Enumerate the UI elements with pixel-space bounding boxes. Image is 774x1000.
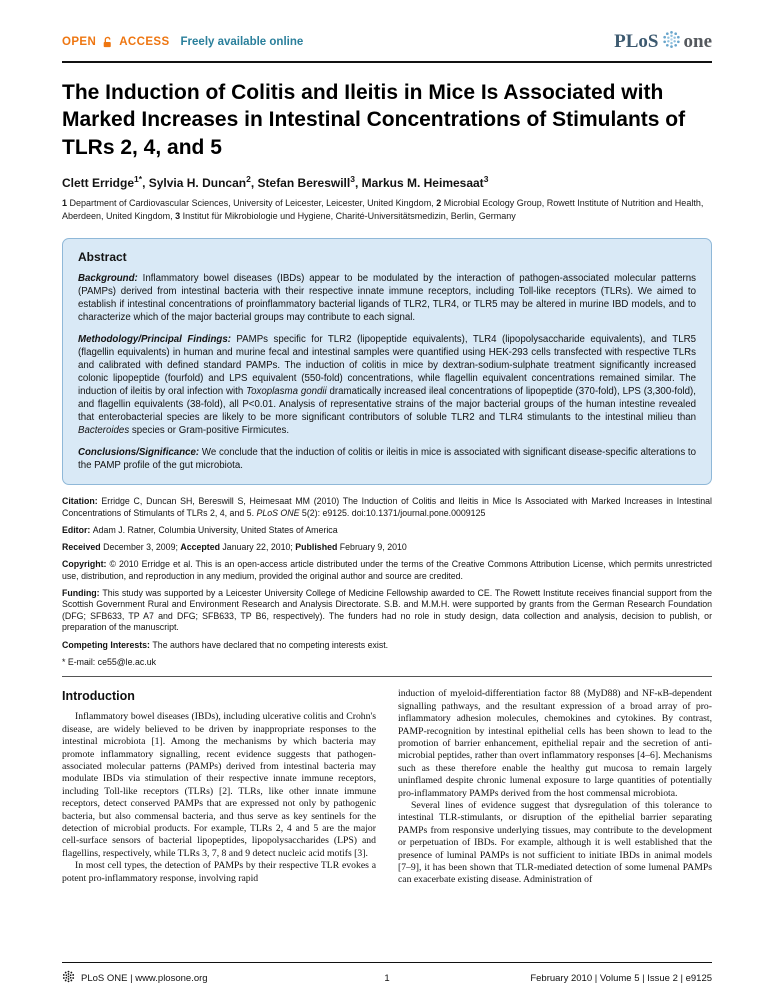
author-name: Markus M. Heimesaat <box>361 175 484 190</box>
text-segment: Citation: <box>62 495 102 506</box>
metadata-entry <box>62 542 712 554</box>
author-affiliation-sup: 1* <box>134 173 143 184</box>
dotted-globe-icon <box>62 970 75 986</box>
text-segment: species or Gram-positive Firmicutes. <box>129 424 290 436</box>
introduction-heading: Introduction <box>62 689 135 704</box>
author-affiliation-sup: 3 <box>350 173 355 184</box>
text-segment: PAMPs specific for TLR2 (lipopeptide equivalents), TLR4 (lipopolysaccharide equivalents), and TLR5 (flagellin equivalents) in human and murine fecal and intestinal samples were quantified using HEK-293 cells transfected with respective TLRs and calibrated with defined standard PAMPs. The induction of colitis in mice by dextran-sodium-sulphate treatment significantly increased colonic lipopeptide (fourfold) and LPS equivalent (550-fold) concentrations, while flagellin equivalent concentrations remained similar. The induction of ileitis by oral infection with <box>78 333 696 397</box>
open-access-banner <box>62 36 303 49</box>
text-segment: January 22, 2010; <box>219 541 296 552</box>
author-name: Clett Erridge <box>62 175 135 190</box>
right-column-paragraphs <box>398 688 712 887</box>
author-name: Sylvia H. Duncan <box>148 175 247 190</box>
text-segment: Adam J. Ratner, Columbia University, United States of America <box>92 524 338 535</box>
affiliations <box>62 197 712 224</box>
left-column-paragraphs <box>62 711 376 885</box>
article-metadata <box>62 496 712 668</box>
text-segment: Toxoplasma gondii <box>246 385 327 397</box>
body-paragraph: Inflammatory bowel diseases (IBDs), including ulcerative colitis and Crohn's disease, are widely believed to be driven by inappropriate responses to the intestinal microbiota [1]. Among the mechanisms by which bacteria may promote inflammatory signalling, recent evidence suggests that pathogen-associated molecular patterns (PAMPs) derived from intestinal bacteria may modulate IBDs via stimulation of their respective innate immune receptors, including Toll-like receptors (TLRs) [2]. TLRs, like other innate immune receptors, detect conserved PAMPs that are expressed not only by pathogenic bacteria, but also commensal bacteria, and thus serve as key sentinels for the detection of microbial products. For example, TLRs 2, 4 and 5 are the major cell-surface sensors of bacterial lipopeptides, lipopolysaccharides (LPS) and flagellins, respectively, while TLRs 3, 7, 8 and 9 detect nucleic acid motifs [3]. <box>62 711 376 859</box>
text-segment: We conclude that the induction of colitis or ileitis in mice is associated with significant disease-specific alterations to the PAMP profile of the gut microbiota. <box>78 446 696 471</box>
author-name: Stefan Bereswill <box>257 175 351 190</box>
author-list <box>62 174 712 190</box>
metadata-entry <box>62 657 712 669</box>
right-column <box>398 688 712 887</box>
paragraph-lead: Conclusions/Significance: <box>78 446 202 458</box>
page-number: 1 <box>384 972 390 984</box>
text-segment: Accepted <box>180 541 220 552</box>
text-segment: Competing Interests: <box>62 639 153 650</box>
affiliation-number: 3 <box>175 211 183 222</box>
header-divider <box>62 61 712 63</box>
article-title: The Induction of Colitis and Ileitis in Mice Is Associated with Marked Increases in Intestinal Concentrations of Stimulants of TLRs 2, 4, and 5 <box>62 81 686 159</box>
one-wordmark: one <box>683 31 712 52</box>
affiliation-text: Microbial Ecology Group, Rowett Institute of Nutrition and Health, Aberdeen, United Kingdom, <box>62 197 704 222</box>
text-segment: Bacteroides <box>78 424 130 436</box>
metadata-entry <box>62 559 712 582</box>
metadata-entry <box>62 525 712 537</box>
footer-journal-text: PLoS ONE | www.plosone.org <box>81 972 208 984</box>
metadata-entry <box>62 640 712 652</box>
footer-row <box>62 970 712 986</box>
abstract-paragraph <box>78 333 696 437</box>
affiliation-text: Institut für Mikrobiologie und Hygiene, Charité-Universitätsmedizin, Berlin, Germany <box>182 211 516 222</box>
plos-one-logo <box>614 30 712 54</box>
abstract-paragraph <box>78 446 696 472</box>
body-paragraph: induction of myeloid-differentiation factor 88 (MyD88) and NF-κB-dependent signalling pathways, and the resultant expression of a broad array of pro-inflammatory adhesion molecules, chemokines and cytokines. By contrast, PAMP-recognition by intestinal epithelial cells has been shown to lead to the promotion of barrier enhancement, epithelial repair and the secretion of anti-microbial peptides, rather than overt inflammatory responses [4–6]. Mechanisms such as these therefore enable the healthy gut mucosa to remain largely uninflamed despite chronic lumenal exposure to large quantities of potentially pro-inflammatory PAMPs derived from the host commensal microbiota. <box>398 688 712 799</box>
text-segment: The authors have declared that no competing interests exist. <box>152 639 389 650</box>
open-access-label-access: ACCESS <box>119 36 170 48</box>
abstract-paragraph <box>78 272 696 324</box>
body-paragraph: In most cell types, the detection of PAMPs by their respective TLR evokes a potent pro-inflammatory response, involving rapid <box>62 860 376 884</box>
author-separator: , <box>142 175 149 190</box>
author-affiliation-sup: 2 <box>246 173 251 184</box>
abstract-paragraphs <box>78 272 696 472</box>
author-affiliation-sup: 3 <box>483 173 489 184</box>
left-column <box>62 688 376 887</box>
text-segment: Published <box>295 541 338 552</box>
abstract-heading: Abstract <box>78 249 127 264</box>
text-segment: Inflammatory bowel diseases (IBDs) appear to be modulated by the interaction of pathogen-associated molecular patterns (PAMPs) derived from intestinal bacteria with their respective innate immune receptors, including Toll-like receptors (TLRs). We aimed to establish if intestinal concentrations of proinflammatory bacterial ligands of TLR2, TLR4, or TLR5 may be altered in murine IBD models, and to characterize which of the major bacterial groups may contribute to each signal. <box>78 272 696 323</box>
text-segment: Funding: <box>62 587 103 598</box>
affiliation-number: 1 <box>62 197 70 208</box>
plos-wordmark: PLoS <box>614 31 659 52</box>
text-segment: © 2010 Erridge et al. This is an open-access article distributed under the terms of the Creative Commons Attribution License, which permits unrestricted use, distribution, and reproduction in any medium, provided the original author and source are credited. <box>62 558 712 581</box>
page-footer <box>62 957 712 986</box>
text-segment: December 3, 2009; <box>100 541 181 552</box>
metadata-entry <box>62 588 712 634</box>
section-divider <box>62 676 712 677</box>
text-segment: Received <box>62 541 101 552</box>
metadata-entry <box>62 496 712 519</box>
paragraph-lead: Methodology/Principal Findings: <box>78 333 237 345</box>
open-access-label-open: OPEN <box>62 36 97 48</box>
affiliation-number: 2 <box>436 197 444 208</box>
author-separator: , <box>250 175 258 190</box>
dotted-globe-icon <box>662 30 681 54</box>
text-segment: Erridge C, Duncan SH, Bereswill S, Heimesaat MM (2010) The Induction of Colitis and Ileitis in Mice Is Associated with Marked Increases in Intestinal Concentrations of Stimulants of TLRs 2, 4, and 5. <box>62 495 712 518</box>
text-segment: PLoS ONE <box>256 507 300 518</box>
footer-journal <box>62 970 384 986</box>
footer-divider <box>62 962 712 963</box>
text-segment: Editor: <box>62 524 93 535</box>
article-body <box>62 688 712 887</box>
freely-available-tagline: Freely available online <box>180 36 304 48</box>
text-segment: * E-mail: ce55@le.ac.uk <box>62 656 157 667</box>
footer-issue-info: February 2010 | Volume 5 | Issue 2 | e9125 <box>530 972 713 984</box>
author-separator: , <box>354 175 362 190</box>
text-segment: 5(2): e9125. doi:10.1371/journal.pone.0009125 <box>299 507 486 518</box>
text-segment: Copyright: <box>62 558 110 569</box>
text-segment: dramatically increased ileal concentrations of lipopeptide (370-fold), LPS (3,300-fold), and flagellin equivalents (38-fold), all P<0.01. Analysis of representative strains of the major bacterial groups of the human intestine revealed that enterobacterial species are likely to be more significant contributors of soluble TLR2 and TLR4 stimulants to the intestinal milieu than <box>78 385 696 423</box>
page-header <box>62 30 712 54</box>
body-paragraph: Several lines of evidence suggest that dysregulation of this tolerance to intestinal TLR-stimulants, or disruption of the epithelial barrier separating PAMPs from responsive underlying tissues, may contribute to the development or perpetuation of IBDs. For example, although it is well established that the presence of luminal PAMPs is not sufficient to initiate IBDs in animal models [7–9], it has been shown that TLR-mediated detection of some lumenal PAMPs can exacerbate existing disease. Administration of <box>398 799 712 886</box>
open-padlock-icon <box>101 36 114 49</box>
abstract-box <box>62 238 712 485</box>
text-segment: February 9, 2010 <box>337 541 407 552</box>
paragraph-lead: Background: <box>78 272 143 284</box>
text-segment: This study was supported by a Leicester University College of Medicine Fellowship awarded to CE. The Rowett Institute receives financial support from the Scottish Government Rural and Environment Research and Analysis Directorate. S.B. and M.M.H. were supported by grants from the German Research Foundation (DFG; SFB633, TP A7 and DFG; SFB633, TP B6, respectively). The funders had no role in study design, data collection and analysis, decision to publish, or preparation of the manuscript. <box>62 587 713 633</box>
affiliation-text: Department of Cardiovascular Sciences, University of Leicester, Leicester, United Kingdom, <box>69 197 437 208</box>
